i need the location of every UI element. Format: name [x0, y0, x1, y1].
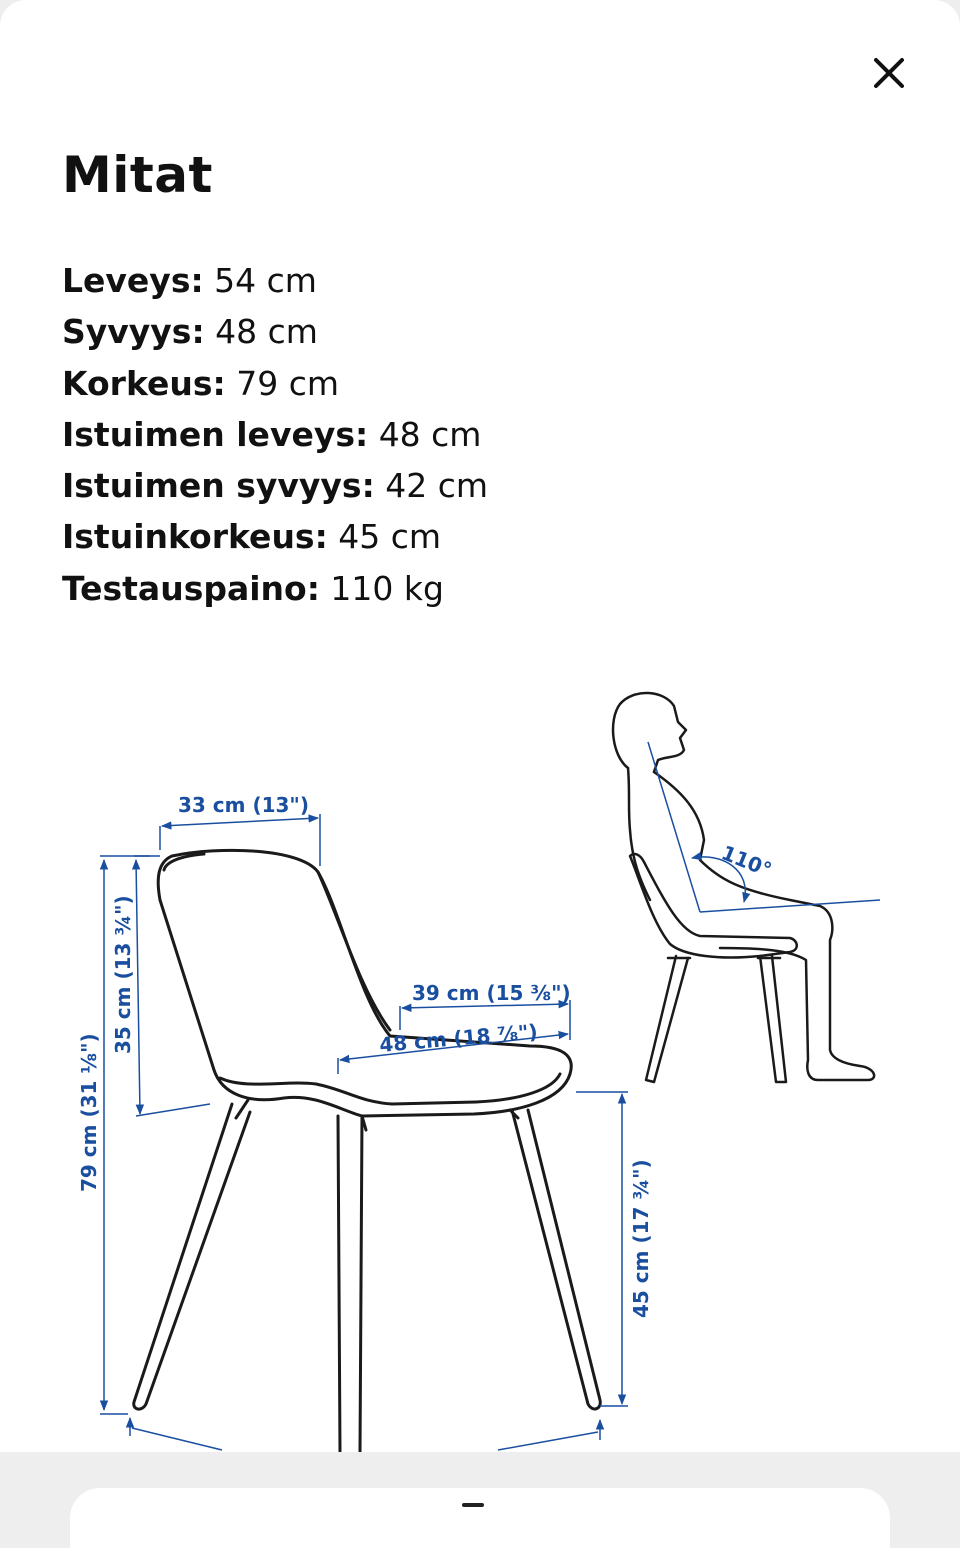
seat-height-label: 45 cm (17 ¾")	[629, 1159, 653, 1318]
seat-depth-label: 48 cm (18 ⅞")	[378, 1019, 539, 1057]
dimension-label: Istuinkorkeus:	[62, 517, 328, 557]
total-height-label: 79 cm (31 ⅛")	[77, 1033, 101, 1192]
seat-height-extension	[576, 1092, 628, 1406]
drag-handle[interactable]	[462, 1503, 484, 1507]
backrest-width-label: 33 cm (13")	[178, 793, 309, 817]
backrest-height-line	[136, 860, 140, 1114]
person-body	[628, 768, 874, 1080]
dimension-value: 45 cm	[338, 517, 442, 557]
dimension-label: Syvyys:	[62, 312, 205, 352]
dimension-value: 79 cm	[236, 363, 339, 403]
bottom-depth-line	[498, 1420, 600, 1450]
bottom-width-line	[130, 1418, 222, 1450]
person-chair-legs	[646, 956, 786, 1082]
backrest-height-extension	[134, 856, 210, 1116]
dimension-label: Istuimen leveys:	[62, 414, 369, 454]
dimension-value: 54 cm	[214, 261, 317, 300]
chair-leg-front-right	[512, 1110, 600, 1409]
page-title: Mitat	[62, 146, 213, 204]
dimension-label: Istuimen syvyys:	[62, 466, 375, 506]
person-chair-shell	[630, 854, 797, 958]
dimension-label: Korkeus:	[62, 363, 226, 403]
chair-backrest-edge	[318, 872, 390, 1030]
dimension-label: Leveys:	[62, 261, 204, 300]
seat-angle-line	[700, 900, 880, 912]
chair-leg-back	[338, 1116, 362, 1452]
dimension-value: 48 cm	[378, 414, 482, 454]
backrest-width-line	[162, 818, 318, 826]
recline-angle-label: 110°	[718, 840, 776, 883]
dimension-value: 42 cm	[385, 466, 489, 506]
person-head	[613, 693, 686, 772]
dimension-lines	[100, 814, 628, 1450]
backrest-height-label: 35 cm (13 ¾")	[111, 895, 135, 1054]
bottom-sheet-peek	[70, 1488, 890, 1548]
recline-angle-guides	[648, 742, 880, 912]
chair-leg-front-left	[134, 1104, 250, 1409]
person-drawing	[613, 693, 874, 1082]
dimension-value: 110 kg	[330, 568, 444, 608]
seat-width-label: 39 cm (15 ⅜")	[412, 981, 571, 1005]
dimension-value: 48 cm	[215, 312, 318, 352]
dimension-label: Testauspaino:	[62, 568, 320, 608]
chair-drawing	[134, 850, 601, 1452]
